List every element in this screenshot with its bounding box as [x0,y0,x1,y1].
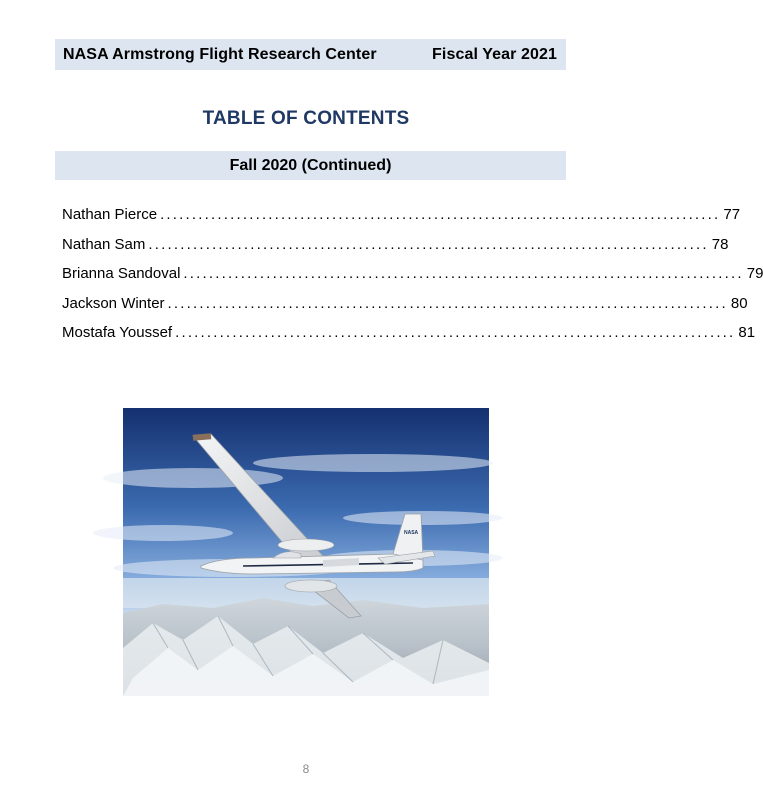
toc-leader-dots: ........................................................................................ [148,235,709,253]
page-title: TABLE OF CONTENTS [202,108,410,129]
toc-entry-name: Brianna Sandoval [62,265,181,282]
toc-entry[interactable] [62,206,741,236]
toc-entry[interactable] [62,265,763,295]
toc-entry-name: Jackson Winter [62,294,165,312]
toc-entry-name: Nathan Pierce [62,206,158,223]
toc-entry[interactable] [62,235,729,266]
toc-list [62,206,763,354]
toc-entry[interactable] [62,294,748,325]
toc-entry-page: 80 [730,294,748,312]
toc-entry[interactable] [62,324,756,354]
toc-entry-name: Mostafa Youssef [62,324,173,341]
section-heading-label: Fall 2020 (Continued) [229,156,392,174]
toc-leader-dots: ........................................................................................ [175,324,736,341]
toc-leader-dots: ........................................................................................ [160,206,721,223]
toc-entry-page: 78 [711,235,729,253]
header-organization: NASA Armstrong Flight Research Center [63,45,377,63]
document-header [55,39,566,70]
section-heading [55,151,566,180]
page-number: 8 [302,762,310,776]
toc-leader-dots: ........................................................................................ [183,265,744,282]
toc-leader-dots: ........................................................................................ [167,294,728,312]
toc-entry-page: 79 [746,265,763,282]
toc-entry-name: Nathan Sam [62,235,146,253]
tail-marking: NASA [404,530,419,536]
aircraft-photo [123,408,489,696]
toc-entry-page: 77 [723,206,741,223]
toc-entry-page: 81 [738,324,756,341]
header-fiscal-year: Fiscal Year 2021 [432,45,557,63]
